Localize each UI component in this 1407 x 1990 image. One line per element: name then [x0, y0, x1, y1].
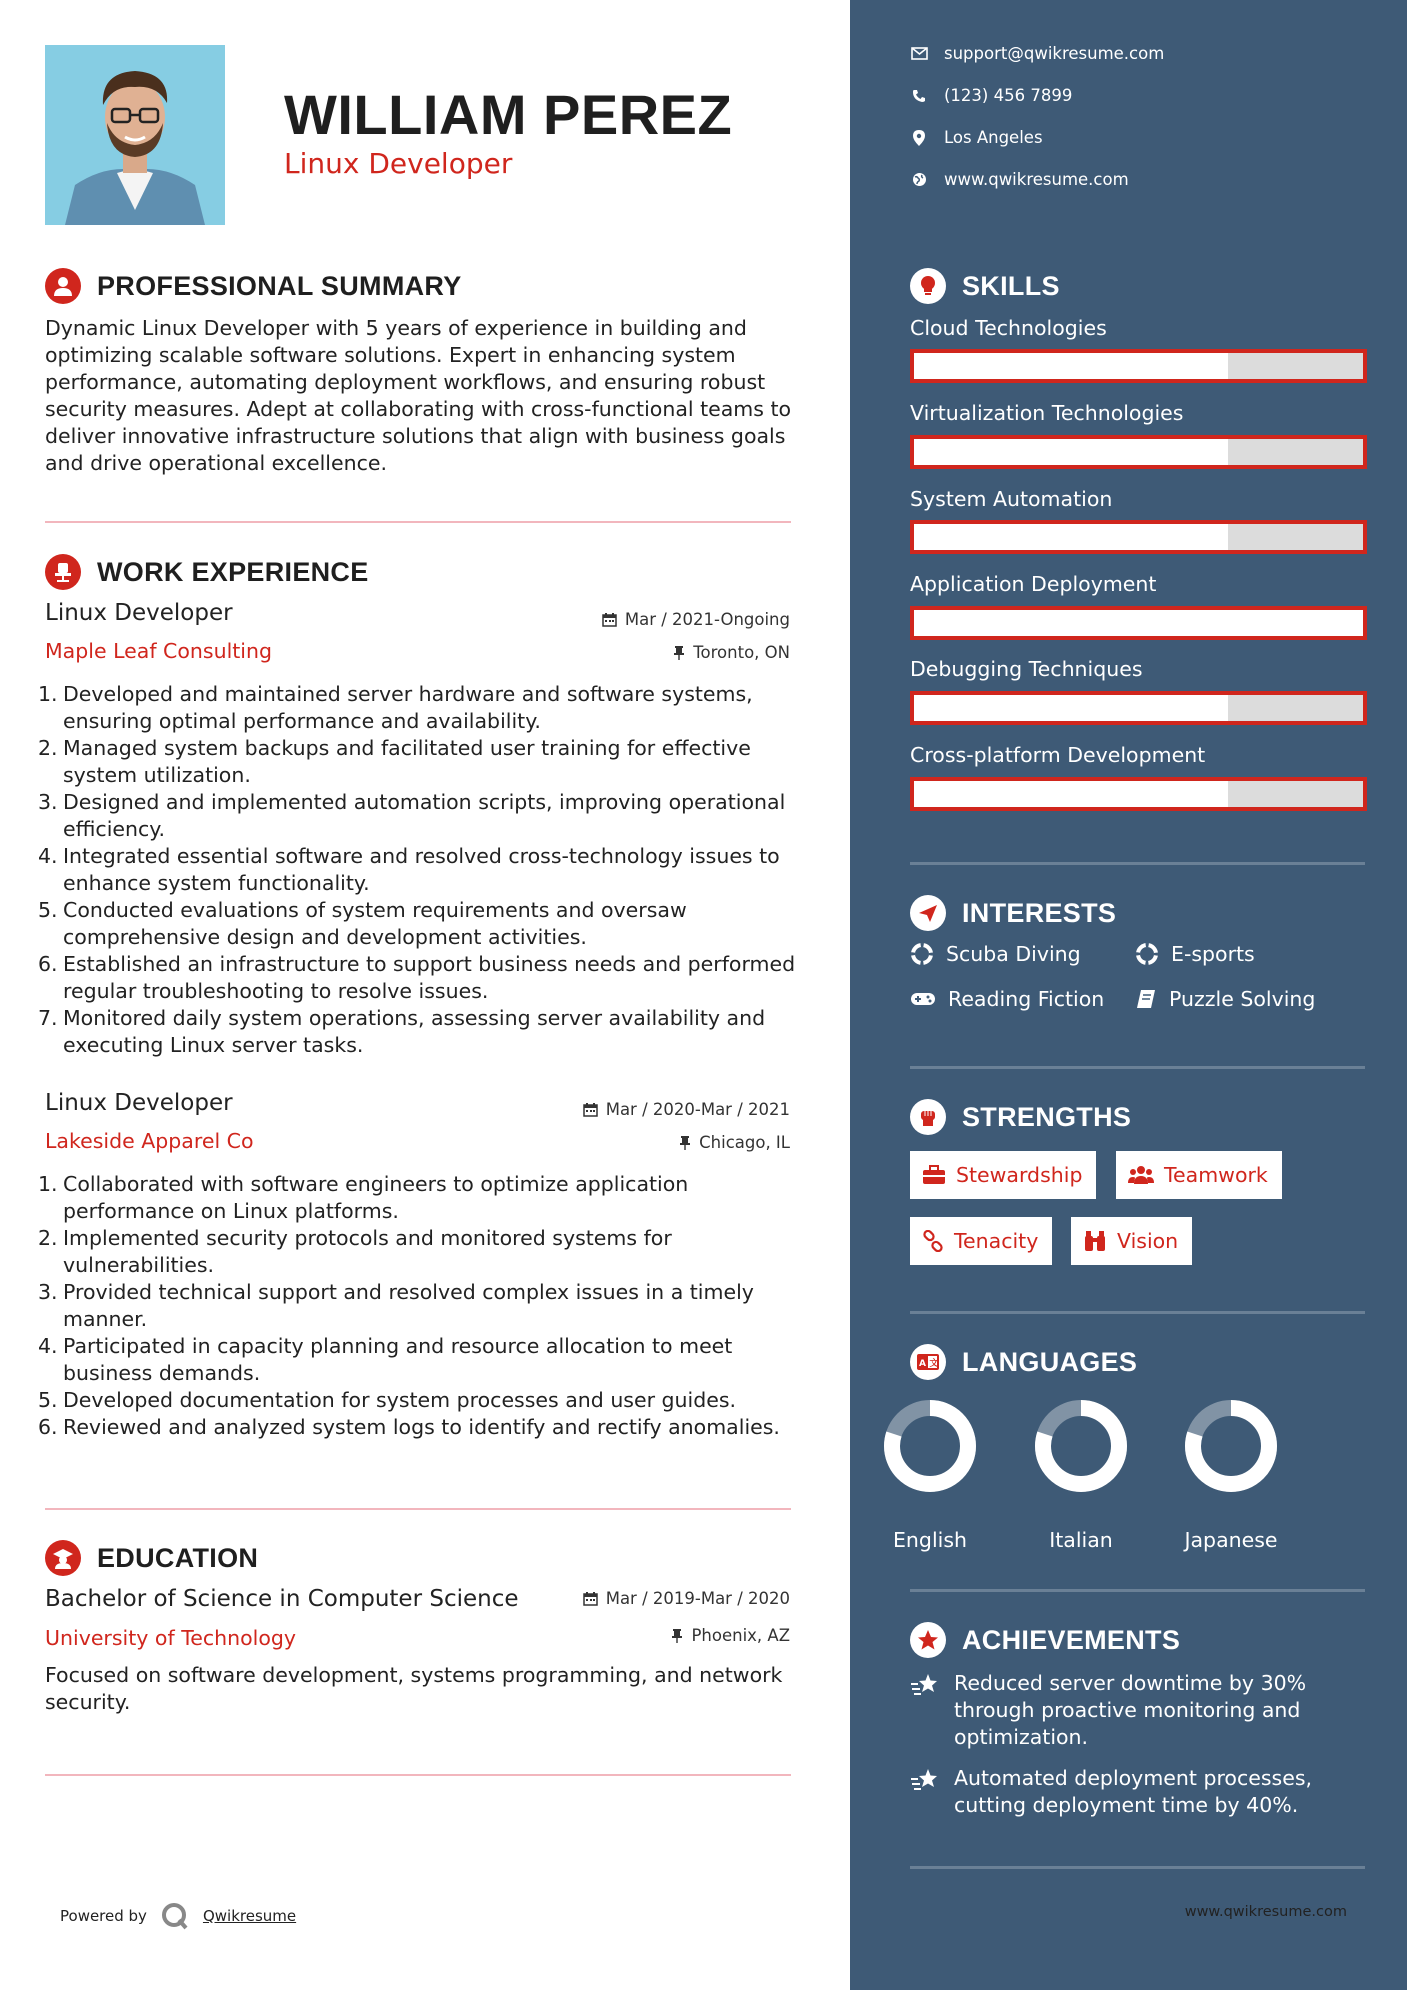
contact-email-text: support@qwikresume.com [944, 44, 1165, 63]
education-dates [583, 1589, 790, 1608]
strength-chip: Stewardship [910, 1151, 1096, 1199]
gamepad-icon [910, 990, 936, 1008]
divider [910, 1866, 1365, 1869]
degree: Bachelor of Science in Computer Science [45, 1586, 519, 1612]
job-dates [602, 610, 790, 629]
list-item: 2. Managed system backups and facilitated user training for effective system utilization. [38, 736, 751, 787]
candidate-name: WILLIAM PEREZ [284, 83, 733, 146]
pin-icon [671, 1628, 683, 1643]
achievement-item: Reduced server downtime by 30% through proactive monitoring and optimization. [910, 1670, 1340, 1751]
list-item: 7. Monitored daily system operations, assessing server availability and executing Linux server tasks. [38, 1006, 766, 1057]
strength-chip: Vision [1071, 1217, 1192, 1265]
skill-bar-fill [914, 695, 1228, 721]
contact-website-text: www.qwikresume.com [944, 170, 1129, 189]
list-item: 6. Reviewed and analyzed system logs to identify and rectify anomalies. [38, 1415, 780, 1439]
language-donut [880, 1396, 980, 1496]
fist-icon [910, 1099, 946, 1135]
job-duties-list [38, 1171, 798, 1441]
education-text: Focused on software development, systems programming, and network security. [45, 1663, 783, 1714]
binoculars-icon [1083, 1230, 1107, 1252]
qwikresume-link[interactable]: Qwikresume [202, 1907, 297, 1925]
job-company: Maple Leaf Consulting [45, 639, 273, 663]
language-item [1021, 1396, 1141, 1552]
skill-bar [910, 777, 1367, 811]
envelope-icon [911, 47, 928, 60]
book-icon [1135, 988, 1157, 1010]
skills-title: SKILLS [962, 270, 1060, 301]
candidate-role: Linux Developer [284, 147, 513, 180]
footer-website[interactable]: www.qwikresume.com [1184, 1904, 1347, 1920]
life-ring-icon [910, 942, 934, 966]
education-heading [45, 1540, 258, 1576]
language-item [1171, 1396, 1291, 1552]
job-dates-text: Mar / 2021-Ongoing [624, 610, 790, 629]
lightbulb-icon [910, 268, 946, 304]
skill-bar [910, 691, 1367, 725]
contact-location-text: Los Angeles [944, 128, 1043, 147]
list-item: 4. Integrated essential software and resolved cross-technology issues to enhance system functionality. [38, 844, 780, 895]
strengths-title: STRENGTHS [962, 1101, 1132, 1132]
life-ring-icon [1135, 942, 1159, 966]
skill-bar-fill [914, 439, 1228, 465]
briefcase-icon [922, 1165, 946, 1185]
skill-label: Application Deployment [910, 572, 1157, 596]
job-title: Linux Developer [45, 1090, 233, 1116]
shooting-star-icon [910, 1672, 940, 1698]
skill-bar-fill [914, 781, 1228, 807]
list-item: 3. Provided technical support and resolved complex issues in a timely manner. [38, 1280, 754, 1331]
strengths-heading [910, 1099, 1131, 1135]
language-item [870, 1396, 990, 1552]
skill-label: Cross-platform Development [910, 743, 1206, 767]
graduate-icon [45, 1540, 81, 1576]
list-item: 6. Established an infrastructure to support business needs and performed regular troubleshooting to resolve issues. [38, 952, 796, 1003]
skill-bar [910, 349, 1367, 383]
summary-title: PROFESSIONAL SUMMARY [97, 270, 462, 301]
language-name: Italian [1049, 1528, 1113, 1552]
profile-photo [45, 45, 225, 225]
job-location [679, 1133, 790, 1152]
divider [45, 521, 791, 523]
skill-label: Debugging Techniques [910, 657, 1143, 681]
user-icon [45, 268, 81, 304]
contact-location [910, 128, 1043, 147]
job-duties-list [38, 681, 798, 1059]
strength-chip: Teamwork [1116, 1151, 1282, 1199]
users-icon [1128, 1165, 1154, 1185]
strength-chip: Tenacity [910, 1217, 1052, 1265]
job-location-text: Chicago, IL [699, 1133, 790, 1152]
school: University of Technology [45, 1626, 297, 1650]
list-item: 3. Designed and implemented automation scripts, improving operational efficiency. [38, 790, 786, 841]
contact-phone[interactable] [910, 86, 1072, 105]
interest-item: E-sports [1135, 942, 1255, 966]
list-item: 5. Developed documentation for system processes and user guides. [38, 1388, 737, 1412]
divider [910, 862, 1365, 865]
globe-icon [912, 172, 927, 187]
map-marker-icon [913, 130, 925, 146]
job-dates [583, 1100, 790, 1119]
contact-email[interactable] [910, 44, 1164, 63]
skill-bar [910, 606, 1367, 640]
divider [910, 1311, 1365, 1314]
job-location [673, 643, 790, 662]
job-title: Linux Developer [45, 600, 233, 626]
skill-label: System Automation [910, 487, 1113, 511]
skill-bar [910, 520, 1367, 554]
svg-text:A: A [919, 1359, 926, 1369]
svg-text:文: 文 [929, 1359, 939, 1369]
experience-title: WORK EXPERIENCE [97, 556, 369, 587]
interests-heading [910, 895, 1116, 931]
link-icon [922, 1230, 944, 1252]
education-location-text: Phoenix, AZ [691, 1626, 790, 1645]
list-item: 1. Collaborated with software engineers to optimize application performance on Linux platforms. [38, 1172, 689, 1223]
divider [45, 1508, 791, 1510]
pin-icon [679, 1135, 691, 1150]
language-name: Japanese [1184, 1528, 1278, 1552]
calendar-icon [602, 612, 617, 627]
skill-bar [910, 435, 1367, 469]
contact-website[interactable] [910, 170, 1129, 189]
skills-heading [910, 268, 1060, 304]
divider [910, 1066, 1365, 1069]
achievements-title: ACHIEVEMENTS [962, 1624, 1181, 1655]
paper-plane-icon [910, 895, 946, 931]
divider [45, 1774, 791, 1776]
phone-icon [912, 89, 926, 103]
list-item: 5. Conducted evaluations of system requirements and oversaw comprehensive design and development activities. [38, 898, 687, 949]
interests-title: INTERESTS [962, 897, 1117, 928]
skill-bar-fill [914, 353, 1228, 379]
list-item: 1. Developed and maintained server hardware and software systems, ensuring optimal performance and availability. [38, 682, 753, 733]
job-dates-text: Mar / 2020-Mar / 2021 [605, 1100, 790, 1119]
list-item: 4. Participated in capacity planning and resource allocation to meet business demands. [38, 1334, 733, 1385]
sidebar [850, 0, 1407, 1990]
shooting-star-icon [910, 1767, 940, 1793]
job-location-text: Toronto, ON [693, 643, 790, 662]
interest-item: Reading Fiction [910, 987, 1104, 1011]
qwikresume-logo-icon [161, 1902, 189, 1930]
calendar-icon [583, 1102, 598, 1117]
translate-icon [910, 1344, 946, 1380]
skill-bar-fill [914, 610, 1363, 636]
achievement-item: Automated deployment processes, cutting deployment time by 40%. [910, 1765, 1340, 1819]
achievements-heading [910, 1622, 1180, 1658]
divider [910, 1589, 1365, 1592]
contact-phone-text: (123) 456 7899 [944, 86, 1073, 105]
powered-label: Powered by [60, 1907, 147, 1925]
interest-item: Puzzle Solving [1135, 987, 1315, 1011]
pin-icon [673, 645, 685, 660]
office-chair-icon [45, 554, 81, 590]
skill-bar-fill [914, 524, 1228, 550]
experience-heading [45, 554, 369, 590]
skill-label: Cloud Technologies [910, 316, 1107, 340]
powered-by [60, 1902, 296, 1930]
language-name: English [892, 1528, 968, 1552]
summary-text: Dynamic Linux Developer with 5 years of experience in building and optimizing scalable software solutions. Expert in enhancing system performance, automating deployment workflows, and ensuring robust security measures. Adept at collaborating with cross-functional teams to deliver innovative infrastructure solutions that align with business goals and drive operational excellence. [45, 316, 792, 475]
calendar-icon [583, 1591, 598, 1606]
education-title: EDUCATION [97, 1542, 259, 1573]
education-dates-text: Mar / 2019-Mar / 2020 [605, 1589, 790, 1608]
interest-item: Scuba Diving [910, 942, 1081, 966]
summary-heading [45, 268, 462, 304]
list-item: 2. Implemented security protocols and monitored systems for vulnerabilities. [38, 1226, 672, 1277]
education-location [671, 1626, 790, 1645]
language-donut [1031, 1396, 1131, 1496]
languages-heading [910, 1344, 1137, 1380]
languages-title: LANGUAGES [962, 1346, 1138, 1377]
language-donut [1181, 1396, 1281, 1496]
job-company: Lakeside Apparel Co [45, 1129, 254, 1153]
star-icon [910, 1622, 946, 1658]
skill-label: Virtualization Technologies [910, 401, 1184, 425]
